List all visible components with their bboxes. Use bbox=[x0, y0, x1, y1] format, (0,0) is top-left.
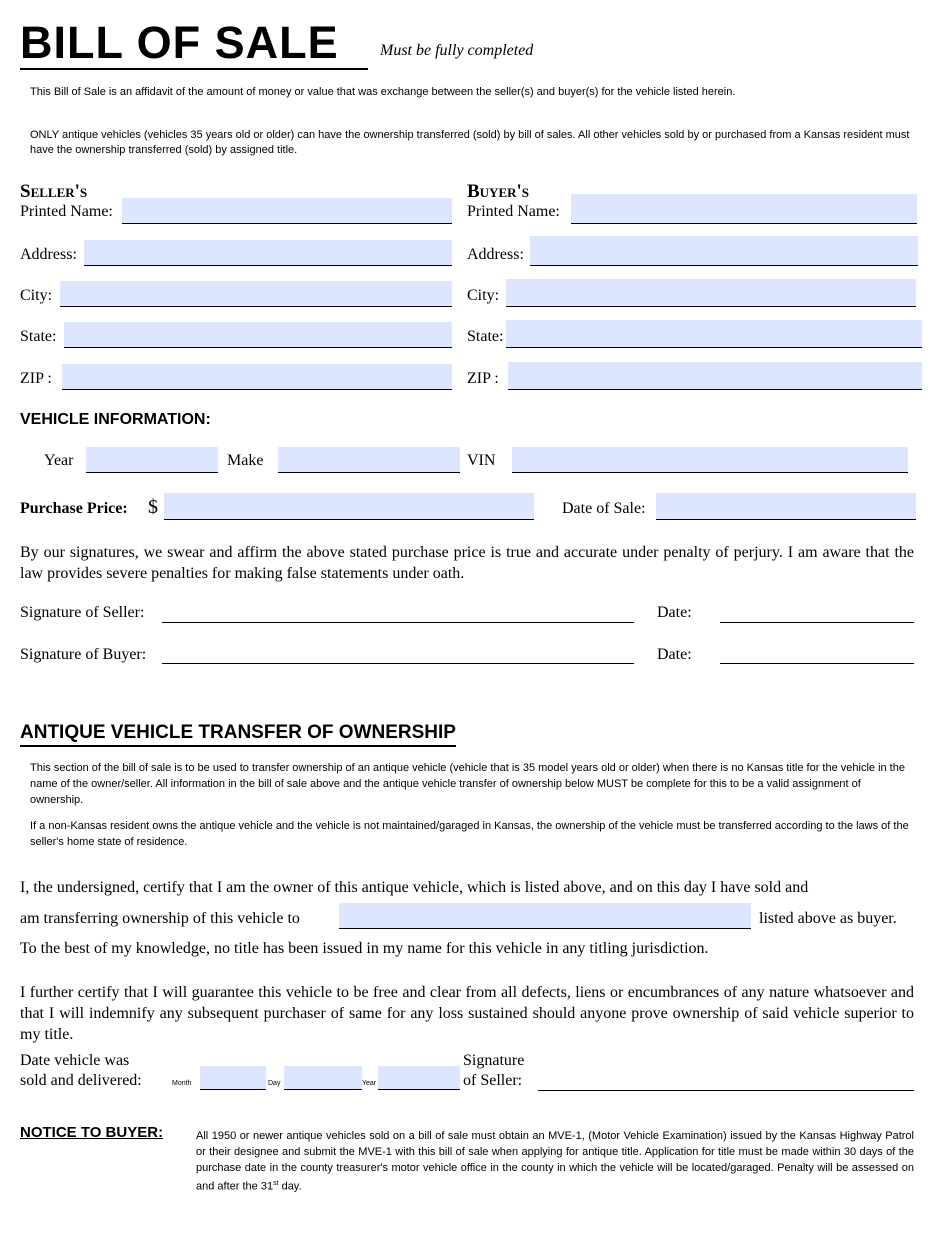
seller-state-field[interactable] bbox=[64, 322, 452, 348]
day-label: Day bbox=[268, 1080, 281, 1087]
seller-signature-label: Signature of Seller: bbox=[20, 604, 145, 621]
month-label: Month bbox=[172, 1080, 192, 1087]
vehicle-heading: VEHICLE INFORMATION: bbox=[20, 411, 211, 428]
new-owner-field[interactable] bbox=[339, 903, 751, 929]
seller-date-label: Date: bbox=[657, 604, 692, 621]
buyer-city-label: City: bbox=[467, 287, 500, 304]
intro-paragraph-1: This Bill of Sale is an affidavit of the amount of money or value that was exchange between the seller(s) and buyer(s) for the vehicle listed herein. bbox=[30, 86, 736, 98]
notice-text bbox=[196, 1128, 914, 1195]
seller-address-label: Address: bbox=[20, 246, 77, 263]
year-label: Year bbox=[44, 452, 74, 469]
purchase-price-field[interactable] bbox=[164, 493, 534, 520]
buyer-date-label: Date: bbox=[657, 646, 692, 663]
notice-text-main: All 1950 or newer antique vehicles sold on a bill of sale must obtain an MVE-1, (Motor Vehicle Examination) issued by the Kansas Highway Patrol or their designee and submit the MVE-1 with this bill of sale when applying for antique title. Application for title must be made within 30 days of the purchase date in the county treasurer's motor vehicle office in the county in which the vehicle will be located/garaged. Penalty will be assessed on and after the 31 bbox=[196, 1130, 914, 1193]
seller-name-label: Printed Name: bbox=[20, 203, 113, 220]
page-subtitle: Must be fully completed bbox=[380, 42, 534, 59]
antique-paragraph-1: This section of the bill of sale is to be used to transfer ownership of an antique vehicle (vehicle that is 35 model years old or older) when there is no Kansas title for the vehicle in the name of the owner/seller. All information in the bill of sale above and the antique vehicle transfer of ownership below MUST be complete for this to be a valid assignment of ownership. bbox=[30, 762, 905, 806]
notice-text-superscript: st bbox=[273, 1180, 279, 1187]
year-delivered-field[interactable] bbox=[378, 1066, 460, 1090]
currency-symbol: $ bbox=[148, 496, 158, 518]
date-of-sale-label: Date of Sale: bbox=[562, 500, 646, 517]
page-title: BILL OF SALE bbox=[20, 18, 368, 70]
intro-paragraph-2: ONLY antique vehicles (vehicles 35 years old or older) can have the ownership transferred (sold) by bill of sales. All other vehicles sold by or purchased from a Kansas resident must have the ownership transferred (sold) by assigned title. bbox=[30, 129, 910, 156]
day-field[interactable] bbox=[284, 1066, 362, 1090]
seller-zip-label: ZIP : bbox=[20, 370, 52, 387]
year-field[interactable] bbox=[86, 447, 218, 473]
buyer-signature-line[interactable] bbox=[162, 647, 634, 664]
seller-signature-label-2b: of Seller: bbox=[463, 1072, 523, 1089]
make-field[interactable] bbox=[278, 447, 460, 473]
seller-city-label: City: bbox=[20, 287, 53, 304]
certify-line-3: To the best of my knowledge, no title has been issued in my name for this vehicle in any titling jurisdiction. bbox=[20, 940, 709, 957]
seller-city-field[interactable] bbox=[60, 281, 452, 307]
buyer-signature-label: Signature of Buyer: bbox=[20, 646, 147, 663]
seller-state-label: State: bbox=[20, 328, 57, 345]
buyer-name-field[interactable] bbox=[571, 194, 917, 224]
certify-line-1: I, the undersigned, certify that I am the owner of this antique vehicle, which is listed above, and on this day I have sold and bbox=[20, 879, 809, 896]
buyer-date-line[interactable] bbox=[720, 647, 914, 664]
month-field[interactable] bbox=[200, 1066, 266, 1090]
guarantee-text: I further certify that I will guarantee this vehicle to be free and clear from all defects, liens or encumbrances of any nature whatsoever and that I will indemnify any subsequent purchaser of same for any loss sustained should anyone prove ownership of said vehicle superior to my title. bbox=[20, 984, 914, 1043]
notice-text-end: day. bbox=[278, 1180, 302, 1193]
seller-address-field[interactable] bbox=[84, 240, 452, 266]
buyer-zip-label: ZIP : bbox=[467, 370, 499, 387]
antique-heading: ANTIQUE VEHICLE TRANSFER OF OWNERSHIP bbox=[20, 722, 456, 747]
seller-signature-line[interactable] bbox=[162, 606, 634, 623]
antique-seller-signature-line[interactable] bbox=[538, 1074, 914, 1091]
buyer-city-field[interactable] bbox=[506, 279, 916, 307]
buyer-heading: Buyer's bbox=[467, 181, 530, 202]
buyer-address-field[interactable] bbox=[530, 236, 918, 266]
buyer-zip-field[interactable] bbox=[508, 362, 922, 390]
buyer-state-label: State: bbox=[467, 328, 504, 345]
buyer-state-field[interactable] bbox=[506, 320, 922, 348]
date-of-sale-field[interactable] bbox=[656, 493, 916, 520]
purchase-price-label: Purchase Price: bbox=[20, 500, 128, 517]
seller-name-field[interactable] bbox=[122, 198, 452, 224]
vin-field[interactable] bbox=[512, 447, 908, 473]
buyer-address-label: Address: bbox=[467, 246, 524, 263]
notice-heading: NOTICE TO BUYER: bbox=[20, 1124, 164, 1141]
vin-label: VIN bbox=[467, 452, 496, 469]
certify-pre-text: am transferring ownership of this vehicle to bbox=[20, 910, 300, 927]
date-delivered-label-1: Date vehicle was bbox=[20, 1052, 130, 1069]
affirmation-text: By our signatures, we swear and affirm the above stated purchase price is true and accurate under penalty of perjury. I am aware that the law provides severe penalties for making false statements under oath. bbox=[20, 544, 914, 582]
seller-heading: Seller's bbox=[20, 181, 88, 202]
seller-zip-field[interactable] bbox=[62, 364, 452, 390]
date-delivered-label-2: sold and delivered: bbox=[20, 1072, 142, 1089]
buyer-name-label: Printed Name: bbox=[467, 203, 560, 220]
seller-signature-label-2a: Signature bbox=[463, 1052, 525, 1069]
seller-date-line[interactable] bbox=[720, 606, 914, 623]
certify-post-text: listed above as buyer. bbox=[759, 910, 897, 927]
antique-paragraph-2: If a non-Kansas resident owns the antique vehicle and the vehicle is not maintained/garaged in Kansas, the ownership of the vehicle must be transferred according to the laws of the seller's home state of residence. bbox=[30, 820, 909, 848]
make-label: Make bbox=[227, 452, 264, 469]
year-small-label: Year bbox=[362, 1080, 377, 1087]
